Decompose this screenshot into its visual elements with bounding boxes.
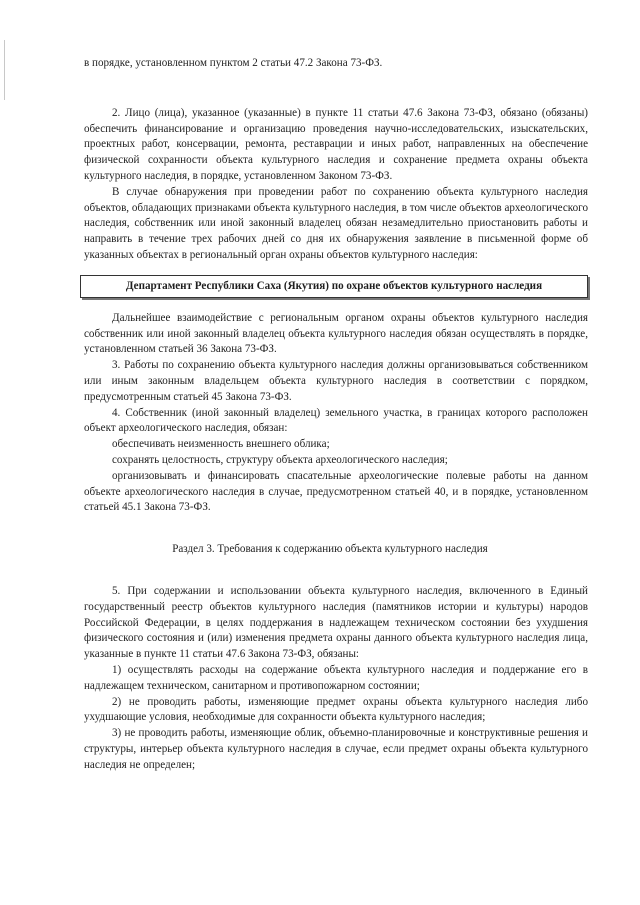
paragraph-continuation: в порядке, установленном пунктом 2 статьи 47.2 Закона 73-ФЗ. bbox=[84, 57, 383, 69]
paragraph-item-5: 5. При содержании и использовании объекта культурного наследия, включенного в Единый государственный реестр объектов культурного наследия (памятников истории и культуры) народов Российской Федерации, в целях поддержания в надлежащем техническом состоянии без ухудшения физического состояния и (или) изменения предмета охраны данного объекта культурного наследия лица, указанные в пункте 11 статьи 47.6 Закона 73-ФЗ, обязаны: bbox=[84, 584, 588, 661]
paragraph-obligation-appearance: обеспечивать неизменность внешнего облика; bbox=[112, 438, 330, 451]
paragraph-obligation-integrity: сохранять целостность, структуру объекта археологического наследия; bbox=[112, 453, 448, 466]
paragraph-subitem-1: 1) осуществлять расходы на содержание объекта культурного наследия и поддержание его в надлежащем техническом, санитарном и противопожарном состоянии; bbox=[84, 663, 588, 692]
paragraph-item-4: 4. Собственник (иной законный владелец) земельного участка, в границах которого расположен объект археологического наследия, обязан: bbox=[84, 406, 588, 435]
section-title: Раздел 3. Требования к содержанию объекта культурного наследия bbox=[172, 543, 488, 556]
paragraph-obligation-rescue-works: организовывать и финансировать спасательные археологические полевые работы на данном объекте археологического наследия в случае, предусмотренном статьей 40, и в порядке, установленном статьей 45.1 Закона 73-ФЗ. bbox=[84, 469, 588, 514]
paragraph-item-3: 3. Работы по сохранению объекта культурного наследия должны организовываться собственником или иным законным владельцем объекта культурного наследия в соответствии с порядком, предусмотренным статьей 45 Закона 73-ФЗ. bbox=[84, 359, 588, 403]
paragraph-subitem-3: 3) не проводить работы, изменяющие облик, объемно-планировочные и конструктивные решения и структуры, интерьер объекта культурного наследия в случае, если предмет охраны объекта культурного наследия не определен; bbox=[84, 727, 588, 771]
regional-authority-box: Департамент Республики Саха (Якутия) по охране объектов культурного наследия bbox=[80, 275, 588, 298]
paragraph-interaction: Дальнейшее взаимодействие с региональным органом охраны объектов культурного наследия собственник или иной законный владелец объекта культурного наследия обязан осуществлять в порядке, установленном статьей 36 Закона 73-ФЗ. bbox=[84, 311, 588, 356]
paragraph-item-2: 2. Лицо (лица), указанное (указанные) в пункте 11 статьи 47.6 Закона 73-ФЗ, обязано (обязаны) обеспечить финансирование и организацию проведения научно-исследовательских, изыскательских, проектных работ, консервации, ремонта, реставрации и иных работ, направленных на обеспечение физической сохранности объекта культурного наследия и сохранение предмета охраны объекта культурного наследия, в порядке, установленном Законом 73-ФЗ. bbox=[84, 106, 588, 182]
paragraph-subitem-2: 2) не проводить работы, изменяющие предмет охраны объекта культурного наследия либо ухудшающие условия, необходимые для сохранности объекта культурного наследия; bbox=[84, 695, 588, 724]
document-body bbox=[84, 56, 588, 773]
scan-margin-mark bbox=[4, 40, 5, 100]
paragraph-discovery: В случае обнаружения при проведении работ по сохранению объекта культурного наследия объектов, обладающих признаками объекта культурного наследия, в том числе объектов археологического наследия, собственник или иной законный владелец обязан незамедлительно приостановить работы и направить в течение трех рабочих дней со дня их обнаружения заявление в письменной форме об указанных объектах в региональный орган охраны объектов культурного наследия: bbox=[84, 185, 588, 261]
